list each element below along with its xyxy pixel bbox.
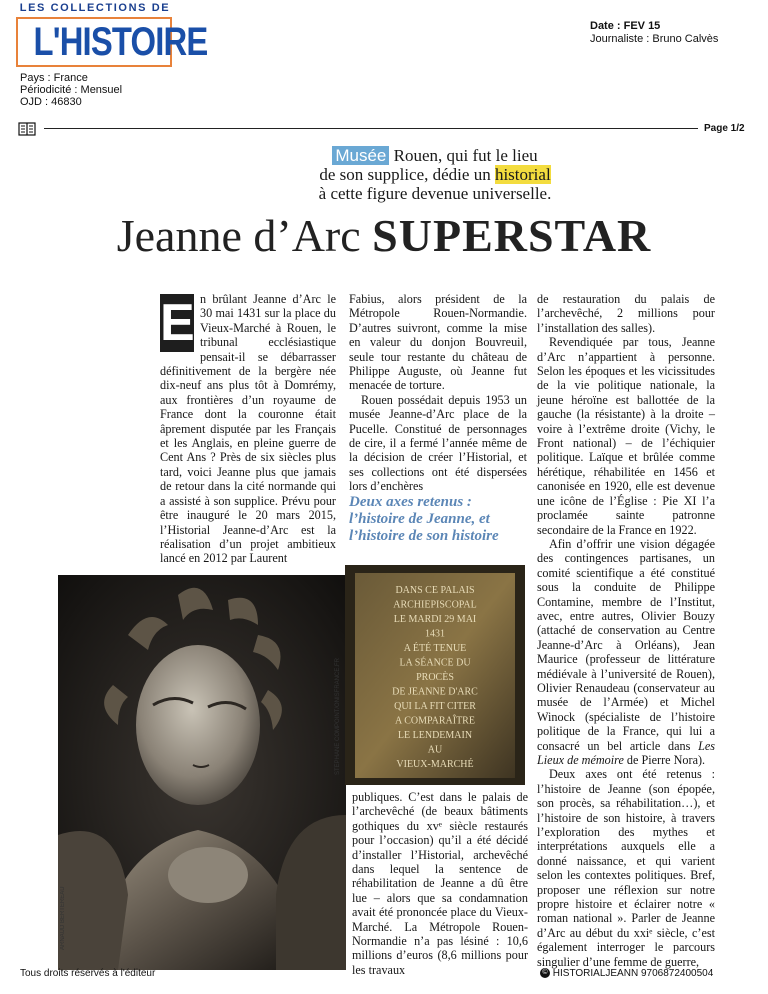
col3-paragraph-1: de restauration du palais de l’archevêché, 2 millions pour l’installation des salles).	[537, 292, 715, 335]
kicker	[280, 146, 590, 203]
article-column-2	[349, 292, 527, 494]
plaque-photo	[345, 565, 525, 785]
col3-paragraph-4: Deux axes ont été retenus : l’histoire de Jeanne (son épopée, son procès, sa réhabilitation…), et l’histoire de son histoire, à travers l’exploration des mythes et interprétations auxquels elle a donné naissance, et qui varient selon les contextes politiques. Bref, proposer une réflexion sur notre propre histoire et éclairer notre « roman national ». Parler de Jeanne d’Arc au début du xxiᵉ siècle, c’est également interroger le parcours singulier d’une femme de guerre,	[537, 767, 715, 969]
page-number: Page 1/2	[704, 123, 745, 134]
periodicity-label: Périodicité : Mensuel	[20, 84, 123, 96]
book-icon	[18, 122, 36, 136]
col3-paragraph-3: Afin d’offrir une vision dégagée des contingences partisanes, un comité scientifique a été constitué sous la conduite de Philippe Contamine, membre de l’Institut, avec, entre autres, Olivier Bouzy (attaché de conservation au Centre Jeanne-d’Arc à Orléans), Jean Maurice (professeur de littérature médiévale à l’université de Rouen), Olivier Renaudeau (conservateur au musée de l’Armée) et Michel Winock (spécialiste de l’histoire politique de la France, qui lui a consacré un bel article dans Les Lieux de mémoire de Pierre Nora).	[537, 536, 715, 767]
plaque-line: VIEUX-MARCHÉ	[396, 759, 474, 770]
article-column-3	[537, 292, 715, 969]
country-label: Pays : France	[20, 72, 88, 84]
logo-main-text: L'HISTOIRE	[33, 20, 208, 64]
ojd-label: OJD : 46830	[20, 96, 82, 108]
logo-top-text: LES COLLECTIONS DE	[19, 2, 171, 14]
col3-paragraph-2: Revendiquée par tous, Jeanne d’Arc n’appartient à personne. Selon les époques et les vicissitudes de la vie politique nationale, la jeune héroïne est ballottée de la gauche (la résistante) à la droite – voire à l’extrême droite (Vichy, le Front national) – de l’échiquier politique. Laïque et brûlée comme hérétique, réhabilitée en 1456 et canonisée en 1920, elle est devenue une icône de l’Église : Pie XI l’a proclamée sainte patronne secondaire de la France en 1922.	[537, 335, 715, 537]
plaque-line: A COMPARAÎTRE	[395, 715, 475, 727]
col2-paragraph-1: Fabius, alors président de la Métropole Rouen-Normandie. D’autres suivront, comme la mise en valeur du donjon Bouvreuil, seule tour restante du château de Philippe Auguste, où Jeanne fut menacée de torture.	[349, 292, 527, 393]
article-column-1	[160, 292, 336, 566]
plaque-line: DANS CE PALAIS	[395, 585, 475, 596]
plaque-line: AU	[427, 744, 443, 756]
section-tag: Musée	[332, 146, 389, 165]
plaque-line: LE LENDEMAIN	[397, 730, 473, 741]
drop-cap: E	[160, 294, 195, 352]
headline	[0, 210, 768, 262]
reference-footer	[540, 968, 713, 979]
plaque-line: LE MARDI 29 MAI	[393, 614, 477, 625]
plaque-line: A ÉTÉ TENUE	[403, 643, 467, 654]
plaque-line: PROCÈS	[416, 672, 454, 683]
kicker-line3: à cette figure devenue universelle.	[318, 184, 552, 203]
kicker-line2: de son supplice, dédie un	[319, 165, 495, 184]
kicker-line1: Rouen, qui fut le lieu	[389, 146, 538, 165]
col2-paragraph-3: publiques. C’est dans le palais de l’archevêché (de beaux bâtiments gothiques du xvᵉ siècle restaurés pour l’occasion) qu’il a été décidé d’installer l’Historial, archevêché dans lequel la sentence de réhabilitation de Jeanne a dû être lue – alors que sa condamnation avait été prononcée place du Vieux-Marché. La Métropole Rouen-Normandie n’a pas lésiné : 10,6 millions d’euros (8,6 millions pour les travaux	[352, 790, 528, 977]
statue-image	[58, 575, 346, 970]
press-meta-left	[20, 72, 122, 108]
plaque-image	[345, 565, 525, 785]
col2-paragraph-2: Rouen possédait depuis 1953 un musée Jeanne-d’Arc place de la Pucelle. Constitué de personnages de cire, il a fermé l’année même de la décision de créer l’Historial, et ses collections ont été dispersées lors d’enchères	[349, 392, 527, 494]
col1-text: n brûlant Jeanne d’Arc le 30 mai 1431 sur la place du Vieux-Marché à Rouen, le tribunal ecclésiastique pensait-il se débarrasser définitivement de la bergère née dix-neuf ans plus tôt à Domrémy, aux frontières d’un royaume de France dont la couronne était âprement disputée par les Français et les Anglais, en pleine guerre de Cent Ans ? Près de six siècles plus tard, voici Jeanne plus que jamais de retour dans la cité normande qui a assisté à son supplice. Prévu pour être inauguré le 20 mars 2015, l’Historial Jeanne-d’Arc est la réalisation d’un projet ambitieux lancé en 2012 par Laurent	[160, 292, 336, 566]
plaque-line: ARCHIEPISCOPAL	[393, 599, 477, 611]
article-column-2-bottom	[352, 790, 528, 977]
book-title: Les Lieux de mémoire	[537, 738, 715, 767]
header-rule	[44, 128, 698, 129]
rights-footer: Tous droits réservés à l'éditeur	[20, 968, 156, 979]
plaque-line: 1431	[425, 628, 445, 640]
kicker-highlight: historial	[494, 165, 551, 184]
date-label: Date : FEV 15	[590, 20, 661, 32]
headline-bold: SUPERSTAR	[372, 210, 652, 261]
press-meta-right	[590, 20, 718, 46]
publication-logo	[16, 2, 208, 68]
statue-photo	[58, 575, 346, 970]
plaque-line: DE JEANNE D'ARC	[392, 686, 478, 698]
photo-credit-2: STÉPHANE COMPOINT/ONISFRANCE.FR	[335, 657, 341, 775]
reference-code: HISTORIALJEANN 9706872400504	[552, 968, 714, 979]
reference-icon: ©	[540, 968, 550, 978]
plaque-line: LA SÉANCE DU	[399, 657, 471, 669]
pull-quote: Deux axes retenus : l’histoire de Jeanne, et l’histoire de son histoire	[349, 494, 499, 544]
photo-credit-1: ARNAUD BERTEREAU	[60, 886, 66, 950]
headline-light: Jeanne d’Arc	[116, 210, 373, 261]
plaque-line: QUI LA FIT CITER	[394, 701, 476, 712]
journalist-label: Journaliste : Bruno Calvès	[590, 33, 719, 45]
